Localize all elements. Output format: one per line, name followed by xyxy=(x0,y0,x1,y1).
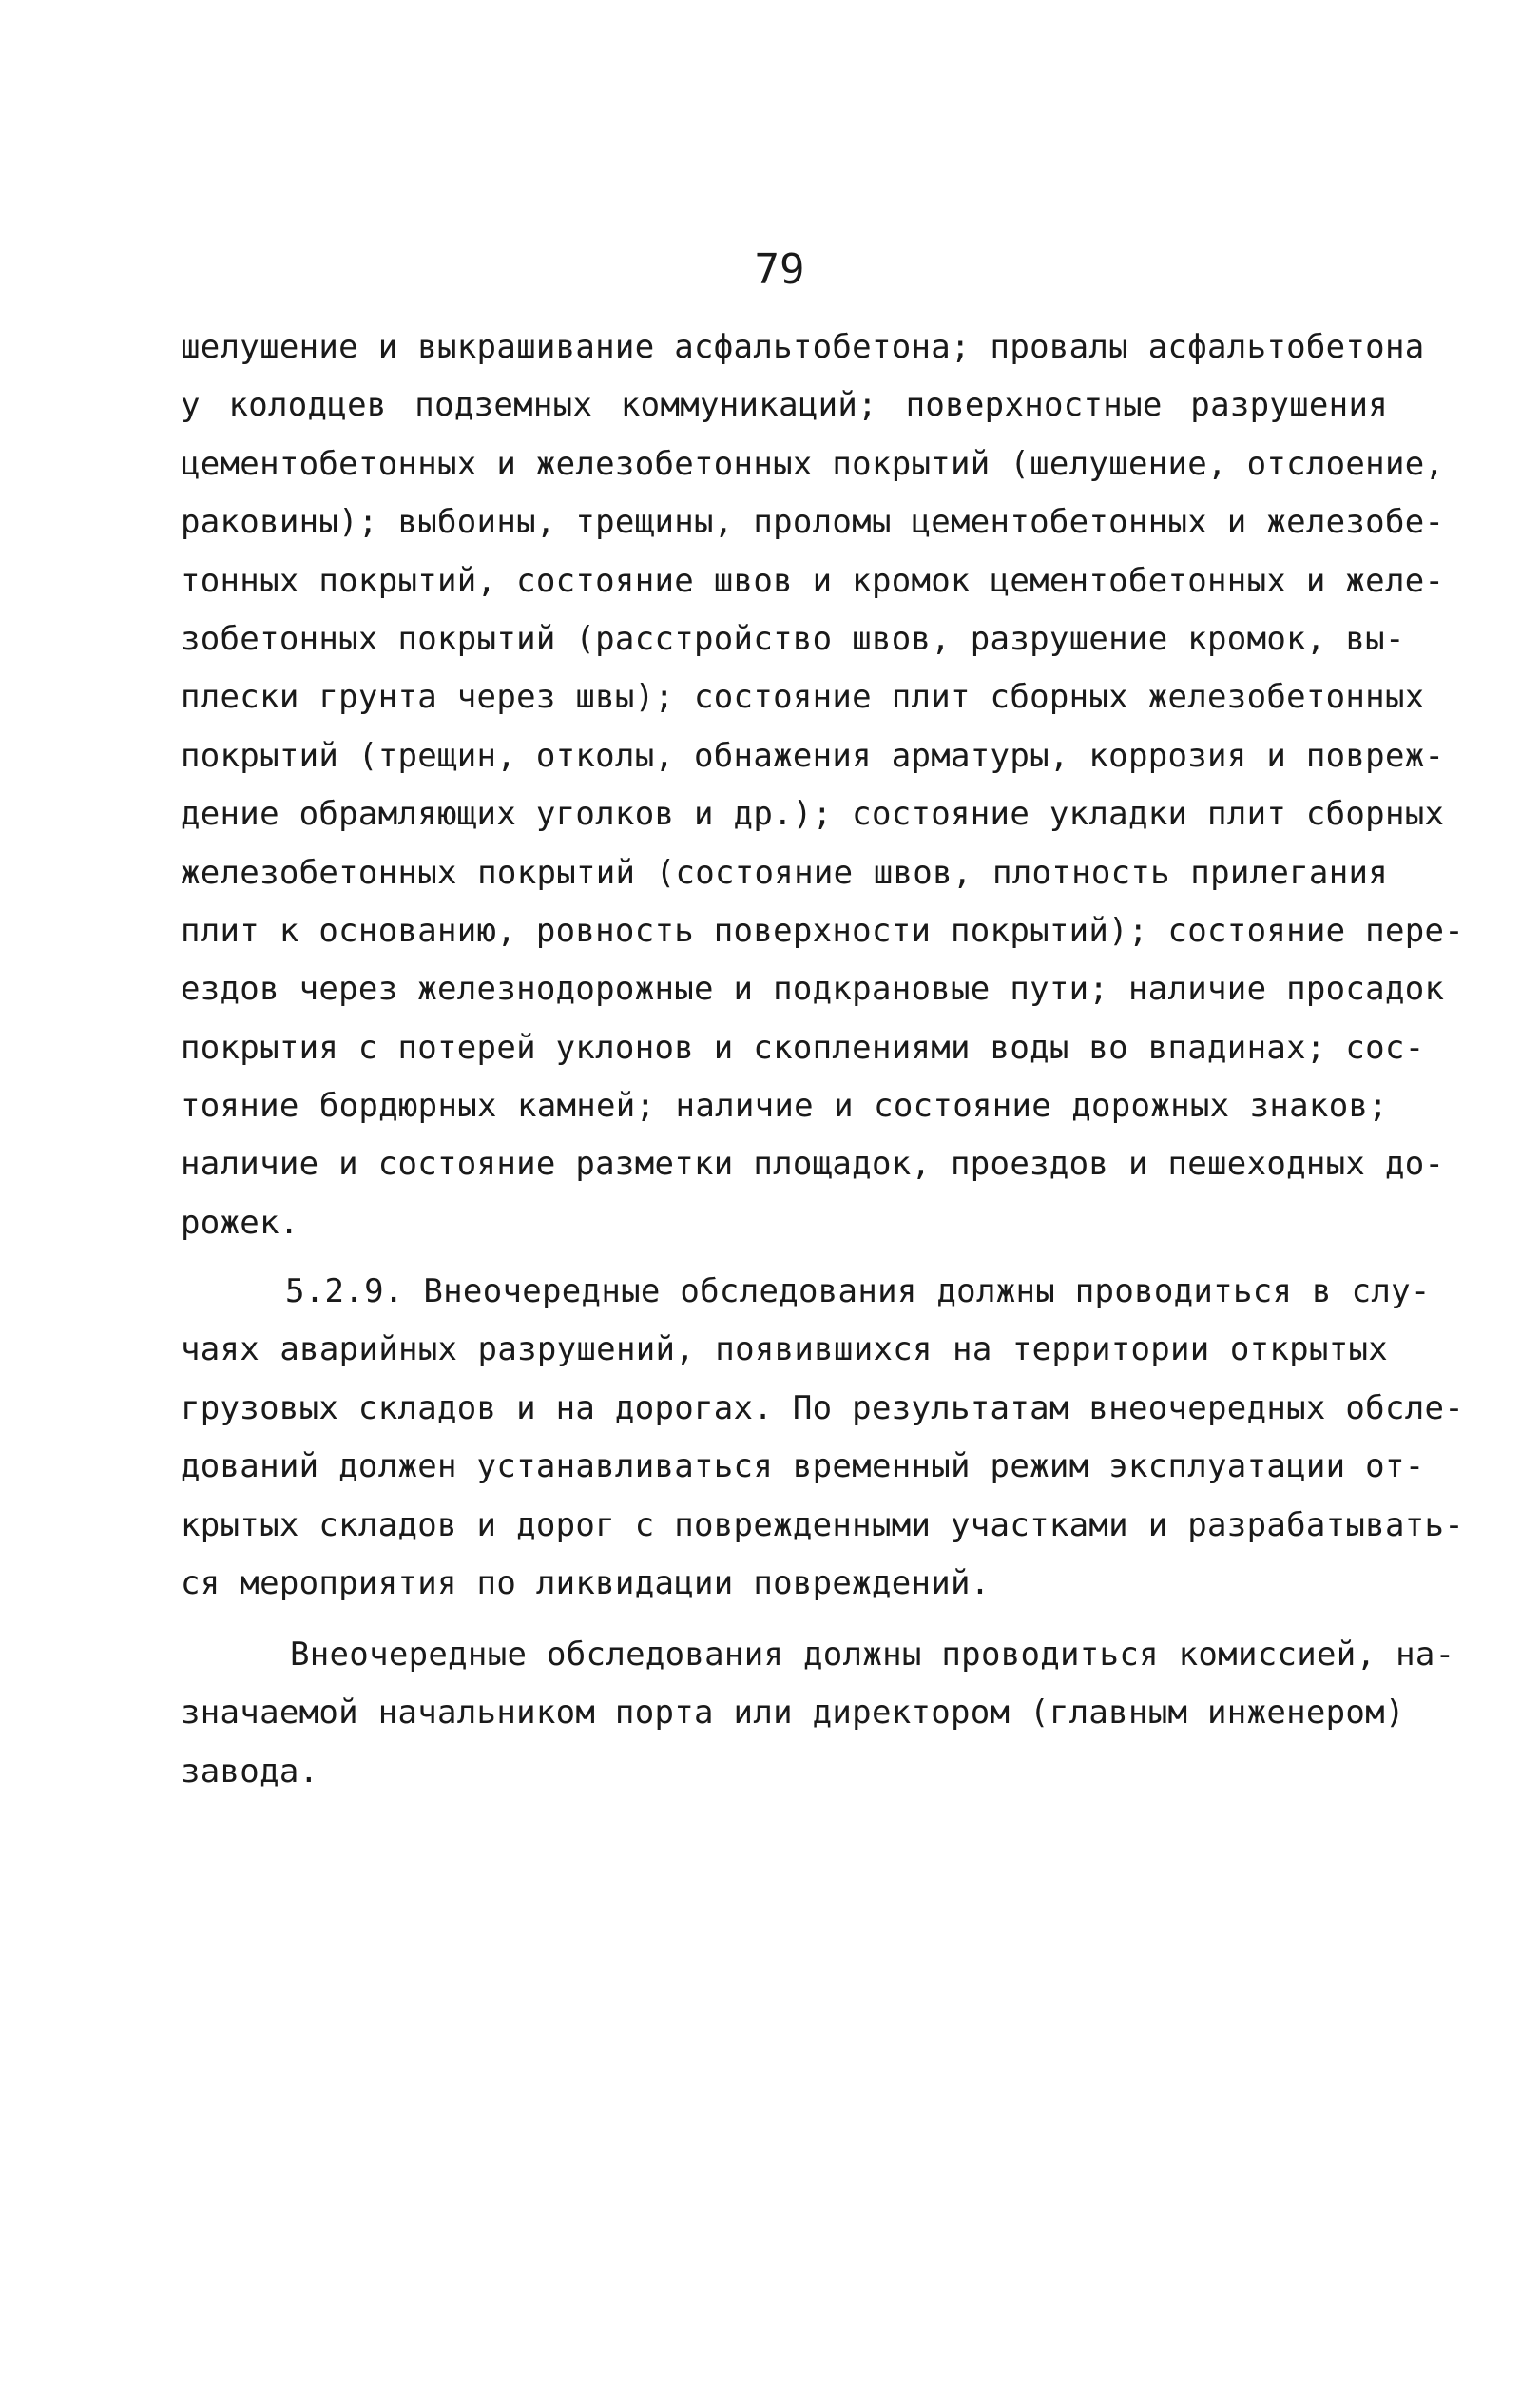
text-line: покрытия с потерей уклонов и скоплениями воды во впадинах; сос- xyxy=(181,1028,1425,1067)
text-line: чаях аварийных разрушений, появившихся на территории открытых xyxy=(181,1330,1388,1369)
text-line: рожек. xyxy=(181,1203,299,1242)
text-line: дований должен устанавливаться временный режим эксплуатации от- xyxy=(181,1447,1425,1486)
text-line: дение обрамляющих уголков и др.); состояние укладки плит сборных xyxy=(181,795,1445,834)
text-line: крытых складов и дорог с поврежденными участками и разрабатывать- xyxy=(181,1505,1465,1544)
text-line: железобетонных покрытий (состояние швов, плотность прилегания xyxy=(181,853,1388,892)
paragraph-5-2-9 xyxy=(181,1263,1465,1613)
text-line: раковины); выбоины, трещины, проломы цементобетонных и железобе- xyxy=(181,503,1445,542)
text-line: грузовых складов и на дорогах. По результатам внеочередных обсле- xyxy=(181,1388,1465,1427)
paragraph-commission xyxy=(181,1626,1455,1801)
paragraph-inspection-items xyxy=(181,319,1465,1252)
text-line: тояние бордюрных камней; наличие и состояние дорожных знаков; xyxy=(181,1087,1388,1126)
text-line: плит к основанию, ровность поверхности покрытий); состояние пере- xyxy=(181,911,1465,950)
text-line: ся мероприятия по ликвидации повреждений. xyxy=(181,1563,991,1602)
text-line: ездов через железнодорожные и подкрановые пути; наличие просадок xyxy=(181,970,1445,1009)
text-line: наличие и состояние разметки площадок, проездов и пешеходных до- xyxy=(181,1145,1445,1184)
text-line: значаемой начальником порта или директором (главным инженером) xyxy=(181,1694,1405,1733)
text-line: зобетонных покрытий (расстройство швов, разрушение кромок, вы- xyxy=(181,619,1405,658)
text-line: шелушение и выкрашивание асфальтобетона; провалы асфальтобетона xyxy=(181,328,1425,366)
text-line: у колодцев подземных коммуникаций; поверхностные разрушения xyxy=(181,386,1388,425)
text-line: покрытий (трещин, отколы, обнажения арматуры, коррозия и повреж- xyxy=(181,736,1445,775)
text-line: 5.2.9. Внеочередные обследования должны проводиться в слу- xyxy=(285,1272,1431,1310)
text-line: Внеочередные обследования должны проводиться комиссией, на- xyxy=(290,1636,1455,1674)
text-line: цементобетонных и железобетонных покрытий (шелушение, отслоение, xyxy=(181,444,1445,483)
text-line: тонных покрытий, состояние швов и кромок цементобетонных и желе- xyxy=(181,561,1445,600)
text-line: плески грунта через швы); состояние плит сборных железобетонных xyxy=(181,678,1425,717)
text-line: завода. xyxy=(181,1752,319,1791)
page-number: 79 xyxy=(754,245,805,294)
